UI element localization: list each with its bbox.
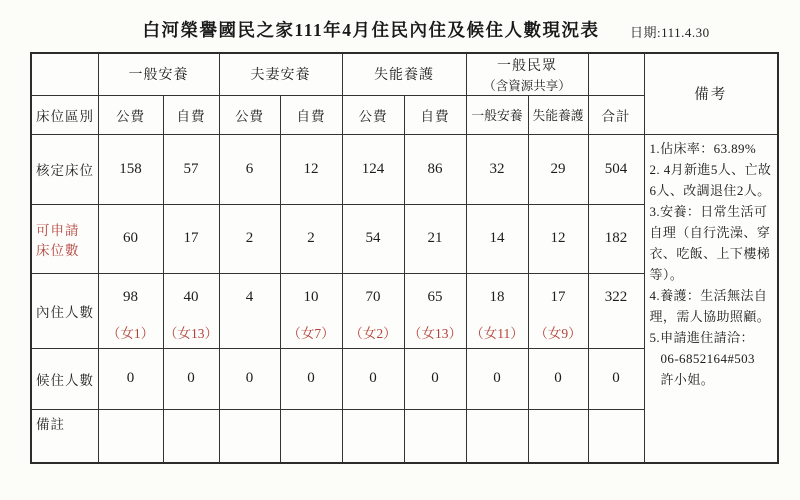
resident-count: 40 — [183, 289, 199, 305]
value-cell: 6 — [219, 134, 280, 204]
group-header-couple-care: 夫妻安養 — [219, 53, 342, 95]
subheader-self-funded-2: 自費 — [280, 95, 342, 134]
subheader-self-funded-3: 自費 — [404, 95, 466, 134]
resident-count: 70 — [365, 289, 381, 305]
value-cell: 54 — [342, 204, 404, 273]
subheader-public-funded-3: 公費 — [342, 95, 404, 134]
value-cell: 12 — [280, 134, 342, 204]
female-count-annotation: （女11） — [470, 325, 524, 341]
remark-nursing-definition: 4.養護：生活無法自理，需人協助照顧。 — [649, 287, 771, 324]
resident-count: 98 — [123, 289, 138, 305]
row-label-current-residents: 內住人數 — [31, 273, 98, 348]
value-cell: 0 — [98, 348, 163, 409]
row-label-available-beds — [31, 204, 98, 273]
resident-count: 4 — [245, 289, 254, 305]
total-cell: 182 — [588, 204, 644, 273]
subheader-public-funded-2: 公費 — [219, 95, 280, 134]
remark-contact-person: 許小姐。 — [660, 372, 715, 388]
category-header: 床位區別 — [31, 95, 98, 134]
empty-note-cell — [219, 409, 280, 463]
value-cell — [342, 273, 404, 348]
value-cell: 32 — [466, 134, 528, 204]
row-label-waiting-list: 候住人數 — [31, 348, 98, 409]
value-cell — [528, 273, 588, 348]
value-cell: 21 — [404, 204, 466, 273]
remark-occupancy-rate: 1.佔床率：63.89% — [649, 140, 757, 156]
resident-count: 17 — [550, 289, 566, 305]
value-cell — [280, 273, 342, 348]
empty-note-cell — [404, 409, 466, 463]
value-cell: 124 — [342, 134, 404, 204]
female-count-annotation — [220, 322, 280, 347]
empty-note-cell — [466, 409, 528, 463]
value-cell: 0 — [404, 348, 466, 409]
value-cell: 2 — [280, 204, 342, 273]
corner-empty-cell — [31, 53, 98, 95]
total-cell: 0 — [588, 348, 644, 409]
empty-note-cell — [588, 409, 644, 463]
row-label-notes: 備註 — [31, 409, 98, 463]
total-cell: 504 — [588, 134, 644, 204]
empty-note-cell — [280, 409, 342, 463]
female-count-annotation: （女13） — [408, 325, 462, 341]
value-cell: 29 — [528, 134, 588, 204]
value-cell: 0 — [163, 348, 219, 409]
resident-count: 65 — [427, 289, 443, 305]
resident-count: 18 — [489, 289, 505, 305]
remark-application-contact: 5.申請進住請洽： — [649, 329, 754, 345]
total-cell — [588, 273, 644, 348]
remark-monthly-changes: 2. 4月新進5人、亡故6人、改調退住2人。 — [649, 161, 772, 198]
empty-note-cell — [98, 409, 163, 463]
value-cell: 2 — [219, 204, 280, 273]
group-header-general-public — [466, 53, 588, 95]
resident-count: 10 — [303, 289, 319, 305]
female-count-annotation: （女7） — [287, 325, 335, 341]
value-cell: 57 — [163, 134, 219, 204]
resident-count-total: 322 — [604, 289, 628, 305]
female-count-annotation — [589, 322, 644, 347]
value-cell: 60 — [98, 204, 163, 273]
occupancy-status-table — [30, 52, 779, 464]
group-header-general-public-line1: 一般民眾 — [497, 58, 557, 74]
subheader-disability-care: 失能養護 — [528, 95, 588, 134]
row-label-available-line2: 床位數 — [36, 242, 80, 258]
value-cell: 14 — [466, 204, 528, 273]
subheader-public-funded-1: 公費 — [98, 95, 163, 134]
row-label-approved-beds: 核定床位 — [31, 134, 98, 204]
group-header-disability-care: 失能養護 — [342, 53, 466, 95]
female-count-annotation: （女13） — [164, 325, 218, 341]
value-cell: 0 — [466, 348, 528, 409]
empty-note-cell — [528, 409, 588, 463]
value-cell: 0 — [280, 348, 342, 409]
group-header-general-care: 一般安養 — [98, 53, 219, 95]
value-cell: 17 — [163, 204, 219, 273]
empty-note-cell — [342, 409, 404, 463]
value-cell: 0 — [528, 348, 588, 409]
empty-note-cell — [163, 409, 219, 463]
value-cell — [404, 273, 466, 348]
remarks-column-header: 備考 — [644, 53, 778, 134]
document-header — [0, 0, 800, 52]
group-header-general-public-line2: （含資源共享） — [483, 78, 571, 93]
female-count-annotation: （女1） — [106, 325, 155, 341]
value-cell — [466, 273, 528, 348]
value-cell — [163, 273, 219, 348]
row-label-available-line1: 可申請 — [36, 222, 80, 238]
value-cell: 158 — [98, 134, 163, 204]
value-cell — [98, 273, 163, 348]
page-title: 白河榮譽國民之家111年4月住民內住及候住人數現況表 — [142, 20, 600, 40]
remarks-content — [644, 134, 778, 463]
subheader-total: 合計 — [588, 95, 644, 134]
subheader-general-care: 一般安養 — [466, 95, 528, 134]
value-cell: 86 — [404, 134, 466, 204]
value-cell — [219, 273, 280, 348]
report-date: 日期:111.4.30 — [630, 25, 710, 40]
subheader-self-funded-1: 自費 — [163, 95, 219, 134]
remark-phone-number: 06-6852164#503 — [660, 350, 755, 366]
empty-cell-above-total — [588, 53, 644, 95]
row-approved-beds — [31, 134, 778, 204]
value-cell: 12 — [528, 204, 588, 273]
female-count-annotation: （女9） — [534, 325, 582, 341]
value-cell: 0 — [219, 348, 280, 409]
group-header-row — [31, 53, 778, 95]
female-count-annotation: （女2） — [349, 325, 397, 341]
value-cell: 0 — [342, 348, 404, 409]
remark-care-definition: 3.安養：日常生活可自理（自行洗澡、穿衣、吃飯、上下樓梯等）。 — [649, 203, 771, 282]
